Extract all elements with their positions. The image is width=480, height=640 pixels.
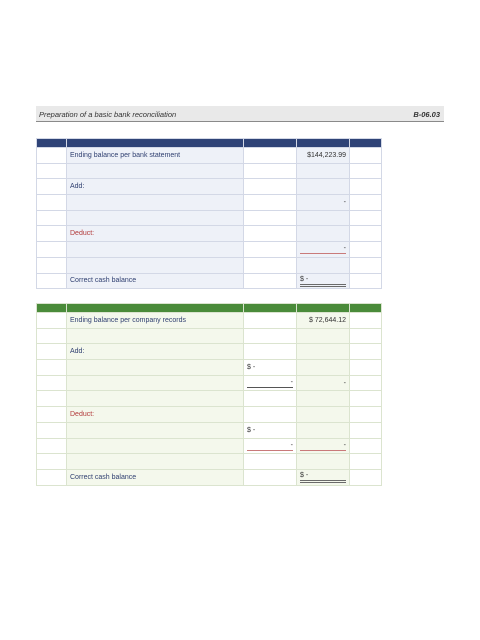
bank-ending-label: Ending balance per bank statement (67, 148, 244, 164)
table-row (37, 210, 382, 226)
company-correct-row (37, 469, 382, 485)
company-add-row (37, 344, 382, 360)
bank-correct-dollar: $ (300, 275, 304, 283)
company-deduct-item1-dollar: $ (247, 426, 251, 434)
company-deduct-item1-value[interactable]: - (252, 426, 256, 434)
worksheet-title: Preparation of a basic bank reconciliation (39, 110, 177, 119)
bank-deduct-label: Deduct: (67, 226, 244, 242)
bank-add-total-row (37, 195, 382, 211)
bank-correct-value[interactable]: - (305, 275, 309, 283)
company-deduct-item2-value[interactable]: - (247, 441, 293, 451)
company-correct-value[interactable]: - (305, 472, 309, 480)
bank-ending-row (37, 148, 382, 164)
company-ending-row (37, 313, 382, 329)
bank-ending-value[interactable]: $144,223.99 (297, 148, 350, 164)
company-ending-label: Ending balance per company records (67, 313, 244, 329)
company-add-item2-row (37, 375, 382, 391)
company-add-item2-value[interactable]: - (247, 378, 293, 388)
bank-deduct-total-row (37, 242, 382, 258)
company-deduct-row (37, 407, 382, 423)
company-ending-value[interactable]: 72,644.12 (314, 316, 346, 324)
company-correct-label: Correct cash balance (67, 469, 244, 485)
company-add-total[interactable]: - (297, 375, 350, 391)
company-correct-dollar: $ (300, 472, 304, 480)
bank-deduct-row (37, 226, 382, 242)
worksheet-title-bar (36, 106, 444, 122)
bank-deduct-total[interactable]: - (300, 244, 346, 254)
bank-add-total[interactable]: - (297, 195, 350, 211)
company-add-item1-row (37, 360, 382, 376)
company-deduct-total[interactable]: - (300, 441, 346, 451)
company-deduct-item1-row (37, 422, 382, 438)
bank-correct-row (37, 273, 382, 289)
company-deduct-label: Deduct: (67, 407, 244, 423)
table-row (37, 257, 382, 273)
company-header-band (37, 304, 382, 313)
bank-add-label: Add: (67, 179, 244, 195)
company-add-item1-dollar: $ (247, 363, 251, 371)
table-row (37, 454, 382, 470)
bank-add-row (37, 179, 382, 195)
company-add-item1-value[interactable]: - (252, 363, 256, 371)
bank-reconciliation-table (36, 138, 382, 289)
company-deduct-item2-row (37, 438, 382, 454)
bank-header-band (37, 139, 382, 148)
worksheet-code: B-06.03 (413, 110, 440, 119)
table-row (37, 391, 382, 407)
table-row (37, 328, 382, 344)
company-add-label: Add: (67, 344, 244, 360)
company-ending-dollar: $ (308, 316, 313, 324)
table-row (37, 163, 382, 179)
company-reconciliation-table (36, 303, 382, 486)
bank-correct-label: Correct cash balance (67, 273, 244, 289)
